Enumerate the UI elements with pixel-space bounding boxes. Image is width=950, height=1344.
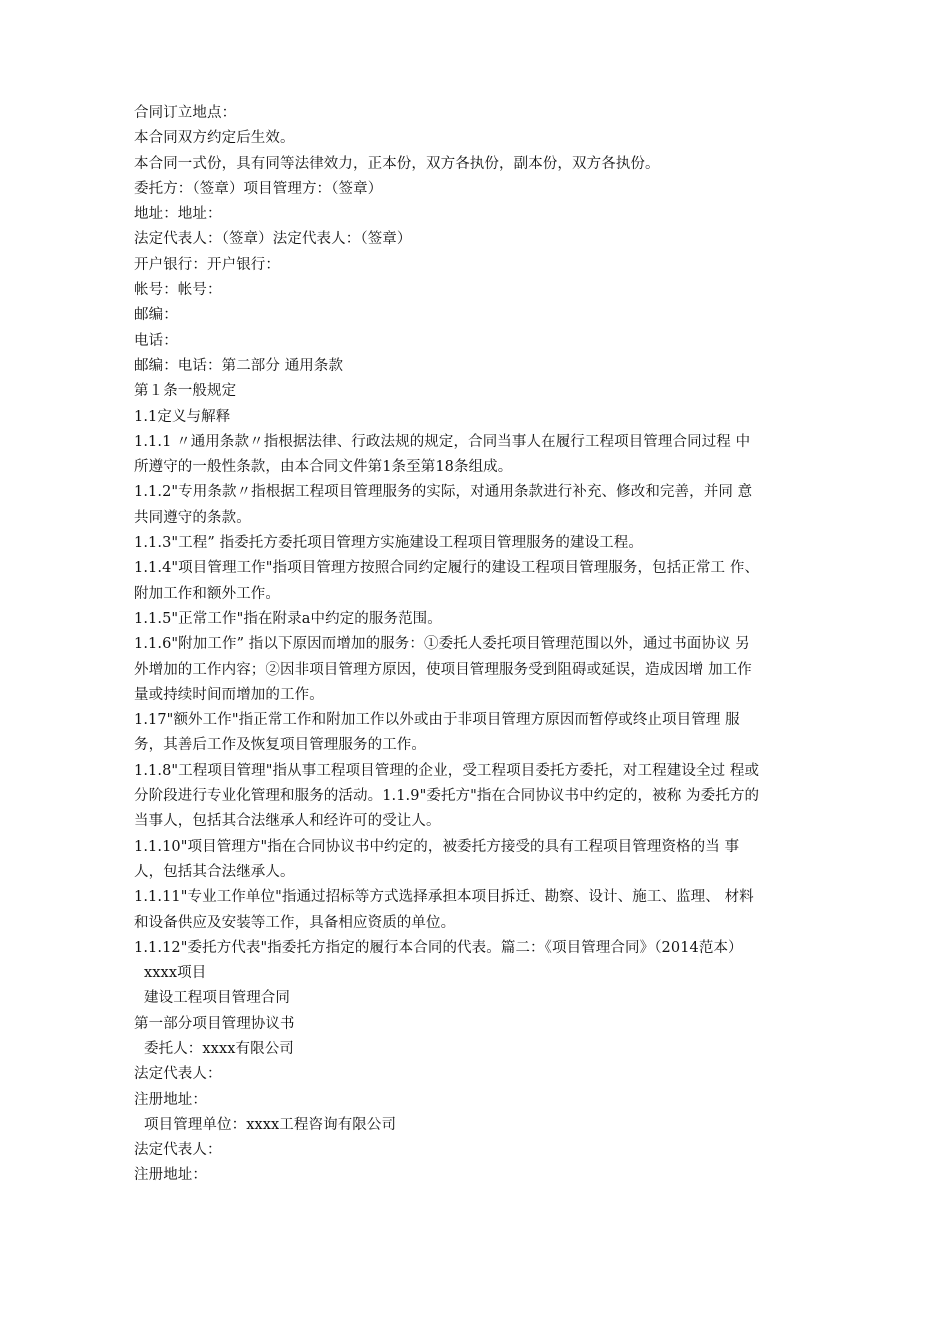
text-line: 附加工作和额外工作。 — [134, 585, 280, 602]
text-line: 法定代表人：（签章）法定代表人：（签章） — [134, 231, 412, 248]
subsection-heading: 1.1定义与解释 — [134, 408, 231, 425]
text-line: 量或持续时间而增加的工作。 — [134, 686, 324, 703]
text-line: 开户银行：开户银行： — [134, 256, 280, 273]
text-line: 1.1.8"工程项目管理"指从事工程项目管理的企业，受工程项目委托方委托，对工程建设全过 程或 — [134, 762, 760, 779]
text-line: 1.1.6"附加工作” 指以下原因而增加的服务：①委托人委托项目管理范围以外，通过书面协议 另 — [134, 636, 750, 653]
text-line: 共同遵守的条款。 — [134, 509, 251, 526]
text-line: 委托人：xxxx有限公司 — [144, 1040, 294, 1057]
text-line: 委托方：（签章）项目管理方：（签章） — [134, 180, 383, 197]
text-line: 1.1.3"工程” 指委托方委托项目管理方实施建设工程项目管理服务的建设工程。 — [134, 535, 643, 552]
text-line: 1.1.11"专业工作单位"指通过招标等方式选择承担本项目拆迁、勘察、设计、施工、监理、 材料 — [134, 889, 754, 906]
text-line: 1.1.5"正常工作"指在附录a中约定的服务范围。 — [134, 610, 442, 627]
text-line: 合同订立地点： — [134, 105, 237, 121]
text-line: 分阶段进行专业化管理和服务的活动。1.1.9"委托方"指在合同协议书中约定的，被称 为委托方的 — [134, 788, 760, 805]
text-line: 1.1.2"专用条款〃指根据工程项目管理服务的实际，对通用条款进行补充、修改和完善，并同 意 — [134, 484, 753, 501]
section-heading: 第１条一般规定 — [134, 383, 237, 400]
text-line: 外增加的工作内容；②因非项目管理方原因，使项目管理服务受到阻碍或延误，造成因增 加工作 — [134, 661, 752, 678]
text-line: 1.17"额外工作"指正常工作和附加工作以外或由于非项目管理方原因而暂停或终止项目管理 服 — [134, 712, 740, 729]
contract-title: 建设工程项目管理合同 — [144, 990, 290, 1007]
text-line: 所遵守的一般性条款，由本合同文件第1条至第18条组成。 — [134, 459, 513, 476]
text-line: 1.1.4"项目管理工作"指项目管理方按照合同约定履行的建设工程项目管理服务，包括正常工 作、 — [134, 560, 760, 577]
text-line: 人，包括其合法继承人。 — [134, 863, 295, 880]
text-line: 本合同一式份，具有同等法律效力，正本份，双方各执份，副本份，双方各执份。 — [134, 155, 660, 172]
text-line: 务，其善后工作及恢复项目管理服务的工作。 — [134, 737, 426, 754]
text-line: 邮编：电话：第二部分 通用条款 — [134, 357, 344, 374]
text-line: 法定代表人： — [134, 1142, 222, 1159]
text-line: 地址：地址： — [134, 206, 222, 223]
text-line: 本合同双方约定后生效。 — [134, 130, 295, 147]
text-line: 电话： — [134, 332, 178, 349]
project-name: xxxx项目 — [144, 965, 207, 982]
text-line: 邮编： — [134, 307, 178, 324]
text-line: 注册地址： — [134, 1167, 207, 1184]
text-line: 当事人，包括其合法继承人和经许可的受让人。 — [134, 813, 441, 830]
text-line: 帐号：帐号： — [134, 282, 222, 299]
text-line: 1.1.10"项目管理方"指在合同协议书中约定的，被委托方接受的具有工程项目管理资格的当 事 — [134, 838, 740, 855]
text-line: 项目管理单位：xxxx工程咨询有限公司 — [144, 1116, 397, 1133]
text-line: 注册地址： — [134, 1091, 207, 1108]
text-line: 和设备供应及安装等工作，具备相应资质的单位。 — [134, 914, 456, 931]
text-line: 法定代表人： — [134, 1066, 222, 1083]
document-body — [134, 101, 834, 1189]
text-line: 1.1.1 〃通用条款〃指根据法律、行政法规的规定，合同当事人在履行工程项目管理合同过程 中 — [134, 433, 751, 450]
part-heading: 第一部分项目管理协议书 — [134, 1015, 295, 1032]
text-line: 1.1.12"委托方代表"指委托方指定的履行本合同的代表。篇二：《项目管理合同》（2014范本） — [134, 939, 743, 956]
